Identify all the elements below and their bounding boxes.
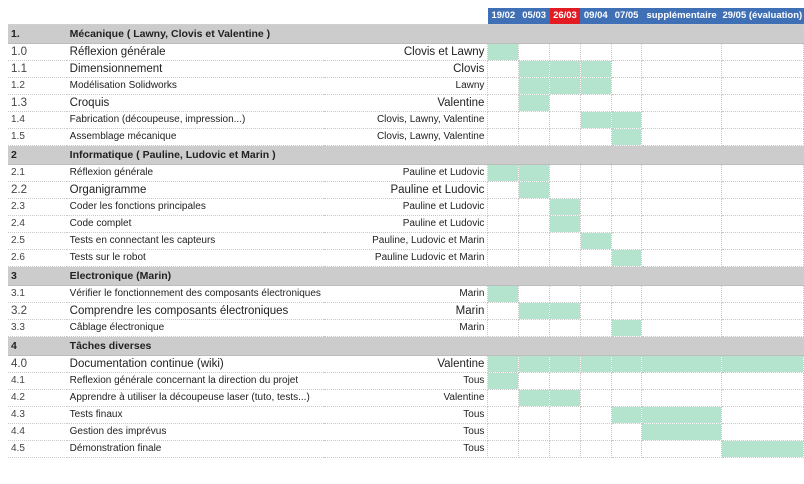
task-number: 1.1	[8, 61, 67, 78]
gantt-empty-cell	[550, 129, 581, 146]
gantt-empty-cell	[519, 129, 550, 146]
gantt-bar-cell	[611, 129, 642, 146]
task-row	[8, 182, 804, 199]
gantt-empty-cell	[721, 199, 803, 216]
gantt-empty-cell	[611, 44, 642, 61]
gantt-empty-cell	[519, 250, 550, 267]
section-title: Mécanique ( Lawny, Clovis et Valentine )	[67, 25, 804, 44]
gantt-empty-cell	[580, 320, 611, 337]
task-number: 2.3	[8, 199, 67, 216]
gantt-bar-cell	[488, 286, 519, 303]
gantt-empty-cell	[580, 424, 611, 441]
task-assignee: Tous	[324, 373, 488, 390]
task-row	[8, 44, 804, 61]
gantt-empty-cell	[580, 165, 611, 182]
gantt-empty-cell	[519, 320, 550, 337]
task-assignee: Pauline et Ludovic	[324, 182, 488, 199]
task-number: 2.6	[8, 250, 67, 267]
section-title: Tâches diverses	[67, 337, 804, 356]
task-name: Coder les fonctions principales	[67, 199, 324, 216]
section-number: 4	[8, 337, 67, 356]
task-name: Tests sur le robot	[67, 250, 324, 267]
gantt-bar-cell	[519, 303, 550, 320]
task-row	[8, 373, 804, 390]
gantt-bar-cell	[580, 233, 611, 250]
task-assignee: Marin	[324, 303, 488, 320]
task-assignee: Pauline et Ludovic	[324, 216, 488, 233]
gantt-empty-cell	[488, 199, 519, 216]
task-row	[8, 216, 804, 233]
gantt-empty-cell	[611, 165, 642, 182]
task-number: 1.0	[8, 44, 67, 61]
gantt-empty-cell	[642, 95, 721, 112]
section-row	[8, 267, 804, 286]
gantt-empty-cell	[611, 233, 642, 250]
gantt-empty-cell	[519, 216, 550, 233]
gantt-bar-cell	[519, 95, 550, 112]
date-header: 26/03	[550, 8, 581, 25]
gantt-empty-cell	[721, 44, 803, 61]
task-number: 4.4	[8, 424, 67, 441]
gantt-empty-cell	[488, 303, 519, 320]
task-assignee: Valentine	[324, 390, 488, 407]
gantt-empty-cell	[488, 95, 519, 112]
task-name: Démonstration finale	[67, 441, 324, 458]
task-number: 4.3	[8, 407, 67, 424]
task-number: 1.4	[8, 112, 67, 129]
task-number: 2.2	[8, 182, 67, 199]
gantt-empty-cell	[488, 216, 519, 233]
task-row	[8, 165, 804, 182]
gantt-bar-cell	[550, 303, 581, 320]
task-name: Tests finaux	[67, 407, 324, 424]
task-assignee: Marin	[324, 320, 488, 337]
task-name: Assemblage mécanique	[67, 129, 324, 146]
task-assignee: Tous	[324, 441, 488, 458]
gantt-empty-cell	[642, 286, 721, 303]
date-header: 07/05	[611, 8, 642, 25]
date-header: 09/04	[580, 8, 611, 25]
task-name: Vérifier le fonctionnement des composants électroniques	[67, 286, 324, 303]
gantt-empty-cell	[611, 373, 642, 390]
task-row	[8, 61, 804, 78]
gantt-bar-cell	[488, 356, 519, 373]
gantt-empty-cell	[488, 129, 519, 146]
task-name: Croquis	[67, 95, 324, 112]
gantt-empty-cell	[611, 441, 642, 458]
gantt-bar-cell	[519, 61, 550, 78]
gantt-empty-cell	[611, 78, 642, 95]
gantt-bar-cell	[580, 61, 611, 78]
gantt-bar-cell	[550, 61, 581, 78]
gantt-empty-cell	[611, 286, 642, 303]
task-number: 4.5	[8, 441, 67, 458]
gantt-empty-cell	[519, 286, 550, 303]
gantt-empty-cell	[580, 373, 611, 390]
gantt-empty-cell	[580, 250, 611, 267]
section-title: Informatique ( Pauline, Ludovic et Marin )	[67, 146, 804, 165]
task-row	[8, 286, 804, 303]
gantt-empty-cell	[611, 216, 642, 233]
task-name: Code complet	[67, 216, 324, 233]
task-assignee: Tous	[324, 407, 488, 424]
gantt-empty-cell	[642, 199, 721, 216]
gantt-empty-cell	[642, 78, 721, 95]
gantt-empty-cell	[642, 320, 721, 337]
timeline-header-row	[8, 8, 804, 25]
gantt-empty-cell	[721, 320, 803, 337]
gantt-empty-cell	[519, 407, 550, 424]
gantt-bar-cell	[488, 44, 519, 61]
task-name: Réflexion générale	[67, 44, 324, 61]
gantt-empty-cell	[580, 286, 611, 303]
task-assignee: Marin	[324, 286, 488, 303]
task-number: 4.1	[8, 373, 67, 390]
gantt-empty-cell	[611, 61, 642, 78]
task-assignee: Pauline Ludovic et Marin	[324, 250, 488, 267]
section-number: 2	[8, 146, 67, 165]
task-number: 1.5	[8, 129, 67, 146]
task-row	[8, 356, 804, 373]
section-number: 3	[8, 267, 67, 286]
gantt-empty-cell	[580, 129, 611, 146]
task-number: 2.4	[8, 216, 67, 233]
task-assignee: Clovis, Lawny, Valentine	[324, 112, 488, 129]
task-name: Câblage électronique	[67, 320, 324, 337]
gantt-bar-cell	[611, 250, 642, 267]
task-row	[8, 233, 804, 250]
gantt-empty-cell	[642, 373, 721, 390]
task-row	[8, 407, 804, 424]
task-name: Organigramme	[67, 182, 324, 199]
gantt-bar-cell	[519, 356, 550, 373]
gantt-bar-cell	[488, 373, 519, 390]
task-row	[8, 199, 804, 216]
gantt-empty-cell	[642, 216, 721, 233]
gantt-bar-cell	[550, 199, 581, 216]
gantt-empty-cell	[519, 199, 550, 216]
task-assignee: Clovis, Lawny, Valentine	[324, 129, 488, 146]
section-number: 1.	[8, 25, 67, 44]
task-number: 2.5	[8, 233, 67, 250]
gantt-bar-cell	[611, 407, 642, 424]
task-number: 2.1	[8, 165, 67, 182]
task-row	[8, 250, 804, 267]
task-assignee: Valentine	[324, 95, 488, 112]
gantt-empty-cell	[488, 182, 519, 199]
gantt-bar-cell	[580, 112, 611, 129]
gantt-empty-cell	[721, 250, 803, 267]
gantt-empty-cell	[580, 216, 611, 233]
gantt-bar-cell	[519, 78, 550, 95]
gantt-empty-cell	[642, 390, 721, 407]
gantt-empty-cell	[550, 95, 581, 112]
gantt-empty-cell	[550, 112, 581, 129]
gantt-empty-cell	[488, 233, 519, 250]
gantt-bar-cell	[519, 182, 550, 199]
date-header: 05/03	[519, 8, 550, 25]
gantt-empty-cell	[519, 424, 550, 441]
gantt-empty-cell	[721, 373, 803, 390]
gantt-empty-cell	[550, 424, 581, 441]
task-assignee: Lawny	[324, 78, 488, 95]
task-row	[8, 441, 804, 458]
task-row	[8, 112, 804, 129]
task-number: 4.2	[8, 390, 67, 407]
task-name: Dimensionnement	[67, 61, 324, 78]
gantt-empty-cell	[488, 250, 519, 267]
task-assignee: Tous	[324, 424, 488, 441]
task-assignee: Clovis et Lawny	[324, 44, 488, 61]
gantt-bar-cell	[519, 390, 550, 407]
gantt-bar-cell	[721, 356, 803, 373]
gantt-empty-cell	[580, 95, 611, 112]
gantt-empty-cell	[488, 441, 519, 458]
gantt-empty-cell	[721, 286, 803, 303]
gantt-empty-cell	[580, 390, 611, 407]
gantt-empty-cell	[580, 182, 611, 199]
gantt-empty-cell	[721, 112, 803, 129]
gantt-empty-cell	[550, 233, 581, 250]
gantt-empty-cell	[611, 424, 642, 441]
task-row	[8, 320, 804, 337]
gantt-bar-cell	[611, 320, 642, 337]
task-row	[8, 303, 804, 320]
gantt-bar-cell	[550, 356, 581, 373]
gantt-empty-cell	[580, 441, 611, 458]
header-blank-cell	[67, 8, 324, 25]
gantt-empty-cell	[611, 390, 642, 407]
gantt-empty-cell	[488, 320, 519, 337]
gantt-empty-cell	[721, 78, 803, 95]
gantt-empty-cell	[550, 165, 581, 182]
task-row	[8, 390, 804, 407]
gantt-empty-cell	[580, 407, 611, 424]
task-assignee: Pauline et Ludovic	[324, 199, 488, 216]
gantt-bar-cell	[580, 356, 611, 373]
gantt-empty-cell	[642, 61, 721, 78]
gantt-bar-cell	[642, 407, 721, 424]
gantt-empty-cell	[488, 78, 519, 95]
gantt-empty-cell	[721, 129, 803, 146]
gantt-bar-cell	[611, 112, 642, 129]
task-assignee: Pauline et Ludovic	[324, 165, 488, 182]
task-name: Tests en connectant les capteurs	[67, 233, 324, 250]
gantt-empty-cell	[721, 182, 803, 199]
task-name: Apprendre à utiliser la découpeuse laser (tuto, tests...)	[67, 390, 324, 407]
gantt-empty-cell	[721, 61, 803, 78]
gantt-table	[8, 8, 804, 458]
gantt-empty-cell	[550, 373, 581, 390]
gantt-empty-cell	[519, 112, 550, 129]
gantt-empty-cell	[519, 44, 550, 61]
section-row	[8, 25, 804, 44]
header-blank-cell	[8, 8, 67, 25]
task-row	[8, 78, 804, 95]
header-blank-cell	[324, 8, 488, 25]
gantt-empty-cell	[580, 303, 611, 320]
task-name: Documentation continue (wiki)	[67, 356, 324, 373]
task-name: Comprendre les composants électroniques	[67, 303, 324, 320]
gantt-bar-cell	[642, 356, 721, 373]
task-row	[8, 95, 804, 112]
gantt-empty-cell	[642, 182, 721, 199]
date-header: 29/05 (évaluation)	[721, 8, 803, 25]
gantt-bar-cell	[550, 390, 581, 407]
gantt-bar-cell	[488, 165, 519, 182]
gantt-empty-cell	[642, 233, 721, 250]
gantt-empty-cell	[580, 44, 611, 61]
section-title: Electronique (Marin)	[67, 267, 804, 286]
section-row	[8, 337, 804, 356]
gantt-bar-cell	[642, 424, 721, 441]
task-number: 1.2	[8, 78, 67, 95]
task-name: Gestion des imprévus	[67, 424, 324, 441]
gantt-empty-cell	[721, 216, 803, 233]
gantt-empty-cell	[611, 303, 642, 320]
gantt-empty-cell	[550, 441, 581, 458]
gantt-empty-cell	[721, 407, 803, 424]
gantt-empty-cell	[611, 199, 642, 216]
gantt-empty-cell	[721, 95, 803, 112]
gantt-empty-cell	[550, 286, 581, 303]
gantt-empty-cell	[550, 250, 581, 267]
gantt-empty-cell	[488, 112, 519, 129]
task-name: Reflexion générale concernant la direction du projet	[67, 373, 324, 390]
task-number: 3.1	[8, 286, 67, 303]
task-number: 4.0	[8, 356, 67, 373]
gantt-empty-cell	[550, 407, 581, 424]
gantt-empty-cell	[519, 373, 550, 390]
gantt-empty-cell	[642, 129, 721, 146]
gantt-empty-cell	[642, 250, 721, 267]
task-name: Modélisation Solidworks	[67, 78, 324, 95]
task-name: Fabrication (découpeuse, impression...)	[67, 112, 324, 129]
gantt-empty-cell	[721, 303, 803, 320]
gantt-empty-cell	[611, 95, 642, 112]
gantt-empty-cell	[488, 390, 519, 407]
gantt-empty-cell	[488, 424, 519, 441]
gantt-empty-cell	[580, 199, 611, 216]
task-number: 3.2	[8, 303, 67, 320]
date-header: supplémentaire	[642, 8, 721, 25]
gantt-bar-cell	[580, 78, 611, 95]
gantt-empty-cell	[519, 441, 550, 458]
gantt-empty-cell	[488, 61, 519, 78]
gantt-empty-cell	[550, 182, 581, 199]
gantt-empty-cell	[721, 165, 803, 182]
task-assignee: Valentine	[324, 356, 488, 373]
gantt-bar-cell	[519, 165, 550, 182]
gantt-empty-cell	[642, 165, 721, 182]
gantt-empty-cell	[550, 320, 581, 337]
date-header: 19/02	[488, 8, 519, 25]
task-assignee: Pauline, Ludovic et Marin	[324, 233, 488, 250]
gantt-bar-cell	[611, 356, 642, 373]
task-name: Réflexion générale	[67, 165, 324, 182]
gantt-empty-cell	[642, 44, 721, 61]
task-number: 1.3	[8, 95, 67, 112]
gantt-empty-cell	[721, 390, 803, 407]
gantt-bar-cell	[550, 216, 581, 233]
gantt-empty-cell	[642, 303, 721, 320]
gantt-empty-cell	[721, 424, 803, 441]
gantt-bar-cell	[550, 78, 581, 95]
task-assignee: Clovis	[324, 61, 488, 78]
gantt-empty-cell	[721, 233, 803, 250]
gantt-empty-cell	[550, 44, 581, 61]
task-row	[8, 129, 804, 146]
task-row	[8, 424, 804, 441]
section-row	[8, 146, 804, 165]
gantt-empty-cell	[611, 182, 642, 199]
gantt-empty-cell	[519, 233, 550, 250]
task-number: 3.3	[8, 320, 67, 337]
gantt-empty-cell	[642, 441, 721, 458]
gantt-empty-cell	[488, 407, 519, 424]
gantt-empty-cell	[642, 112, 721, 129]
gantt-bar-cell	[721, 441, 803, 458]
